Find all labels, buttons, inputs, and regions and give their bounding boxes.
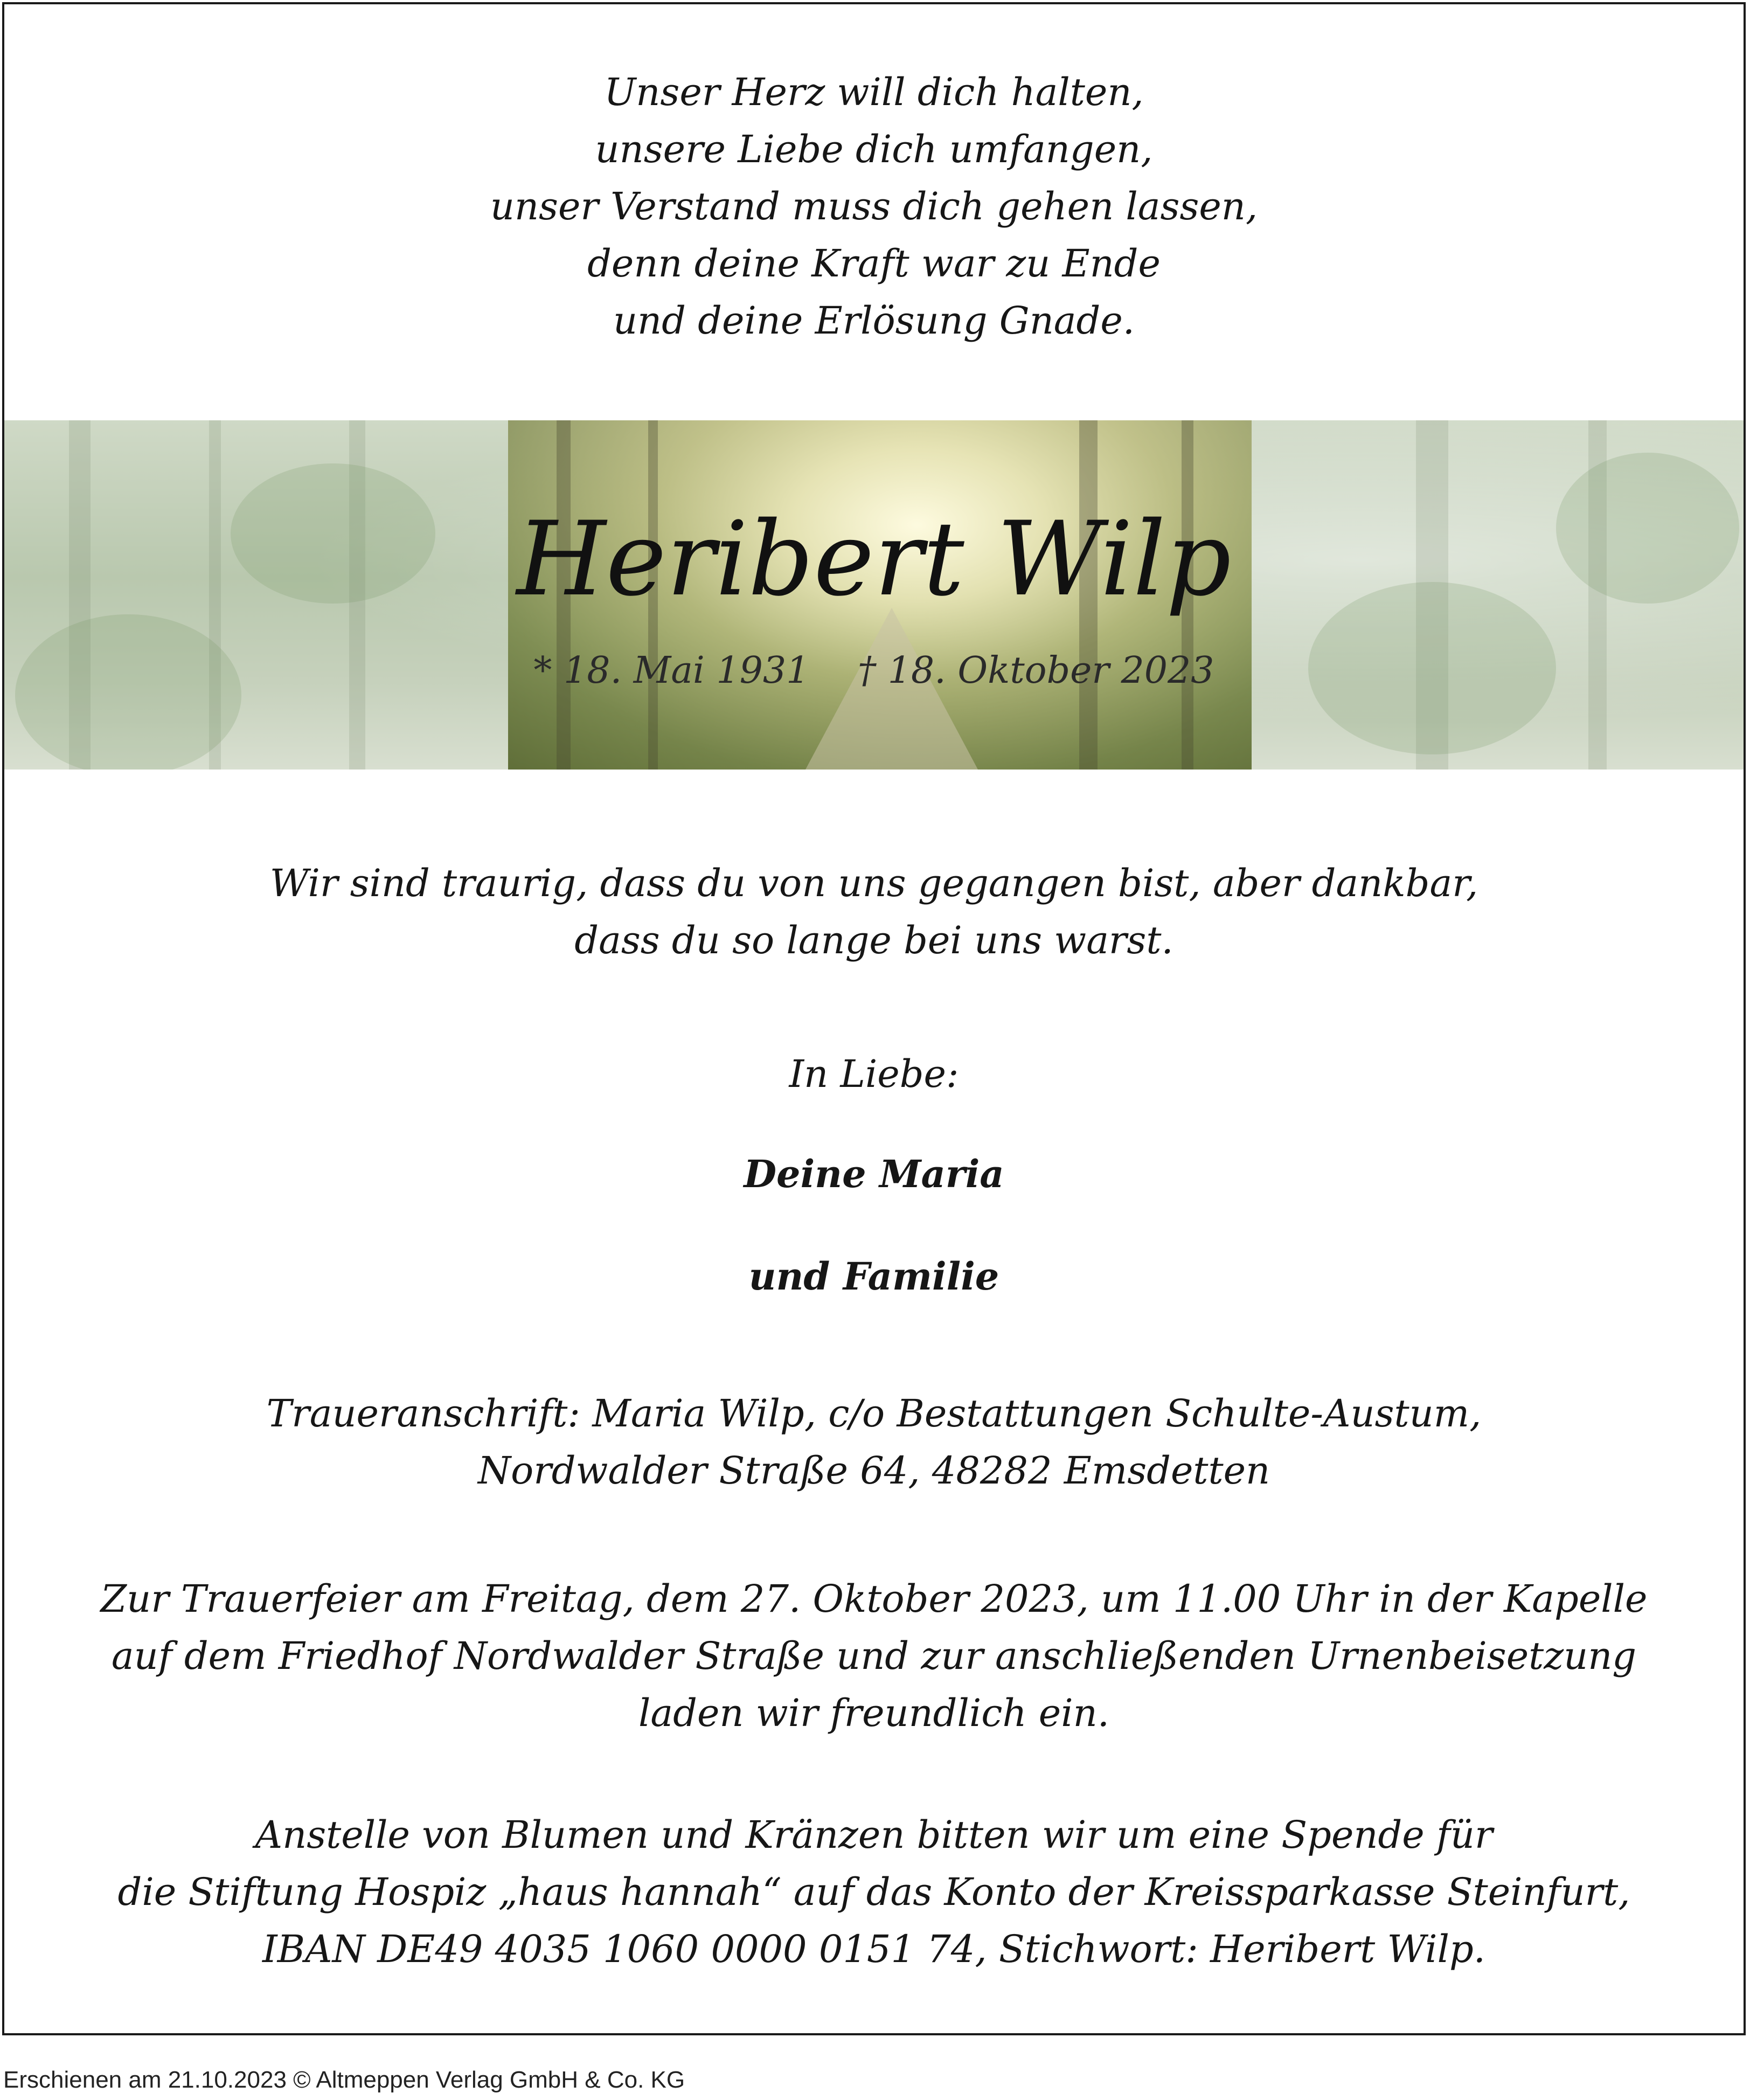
deceased-name: Heribert Wilp bbox=[516, 500, 1232, 619]
poem-line: unsere Liebe dich umfangen, bbox=[595, 127, 1153, 171]
farewell-message bbox=[4, 855, 1744, 969]
poem-line: und deine Erlösung Gnade. bbox=[613, 299, 1135, 343]
donation-line: IBAN DE49 4035 1060 0000 0151 74, Stichwort: Heribert Wilp. bbox=[262, 1927, 1486, 1971]
signature-intro: In Liebe: bbox=[789, 1052, 959, 1096]
signature-family: und Familie bbox=[748, 1254, 999, 1299]
ceremony-line: laden wir freundlich ein. bbox=[638, 1691, 1109, 1735]
ceremony-info bbox=[4, 1570, 1744, 1742]
donation-line: die Stiftung Hospiz „haus hannah“ auf das Konto der Kreissparkasse Steinfurt, bbox=[117, 1870, 1630, 1914]
address-line: Nordwalder Straße 64, 48282 Emsdetten bbox=[477, 1448, 1270, 1493]
donation-line: Anstelle von Blumen und Kränzen bitten wir um eine Spende für bbox=[255, 1813, 1493, 1857]
donation-info bbox=[4, 1806, 1744, 1978]
poem bbox=[4, 64, 1744, 349]
poem-line: denn deine Kraft war zu Ende bbox=[587, 241, 1161, 286]
obituary-frame bbox=[2, 2, 1746, 2035]
death-date: † 18. Oktober 2023 bbox=[858, 649, 1214, 692]
message-line: dass du so lange bei uns warst. bbox=[574, 918, 1173, 962]
message-line: Wir sind traurig, dass du von uns gegangen bist, aber dankbar, bbox=[269, 861, 1478, 905]
address-line: Traueranschrift: Maria Wilp, c/o Bestattungen Schulte-Austum, bbox=[266, 1391, 1482, 1436]
poem-line: Unser Herz will dich halten, bbox=[604, 70, 1144, 114]
birth-date: * 18. Mai 1931 bbox=[533, 649, 810, 692]
poem-line: unser Verstand muss dich gehen lassen, bbox=[490, 184, 1258, 228]
publication-footer: Erschienen am 21.10.2023 © Altmeppen Verlag GmbH & Co. KG bbox=[3, 2067, 685, 2093]
forest-banner bbox=[4, 420, 1744, 770]
life-dates bbox=[4, 647, 1744, 695]
signature-name: Deine Maria bbox=[744, 1152, 1004, 1196]
mourning-address bbox=[4, 1385, 1744, 1499]
ceremony-line: auf dem Friedhof Nordwalder Straße und zur anschließenden Urnenbeisetzung bbox=[111, 1634, 1637, 1678]
ceremony-line: Zur Trauerfeier am Freitag, dem 27. Oktober 2023, um 11.00 Uhr in der Kapelle bbox=[100, 1577, 1648, 1621]
